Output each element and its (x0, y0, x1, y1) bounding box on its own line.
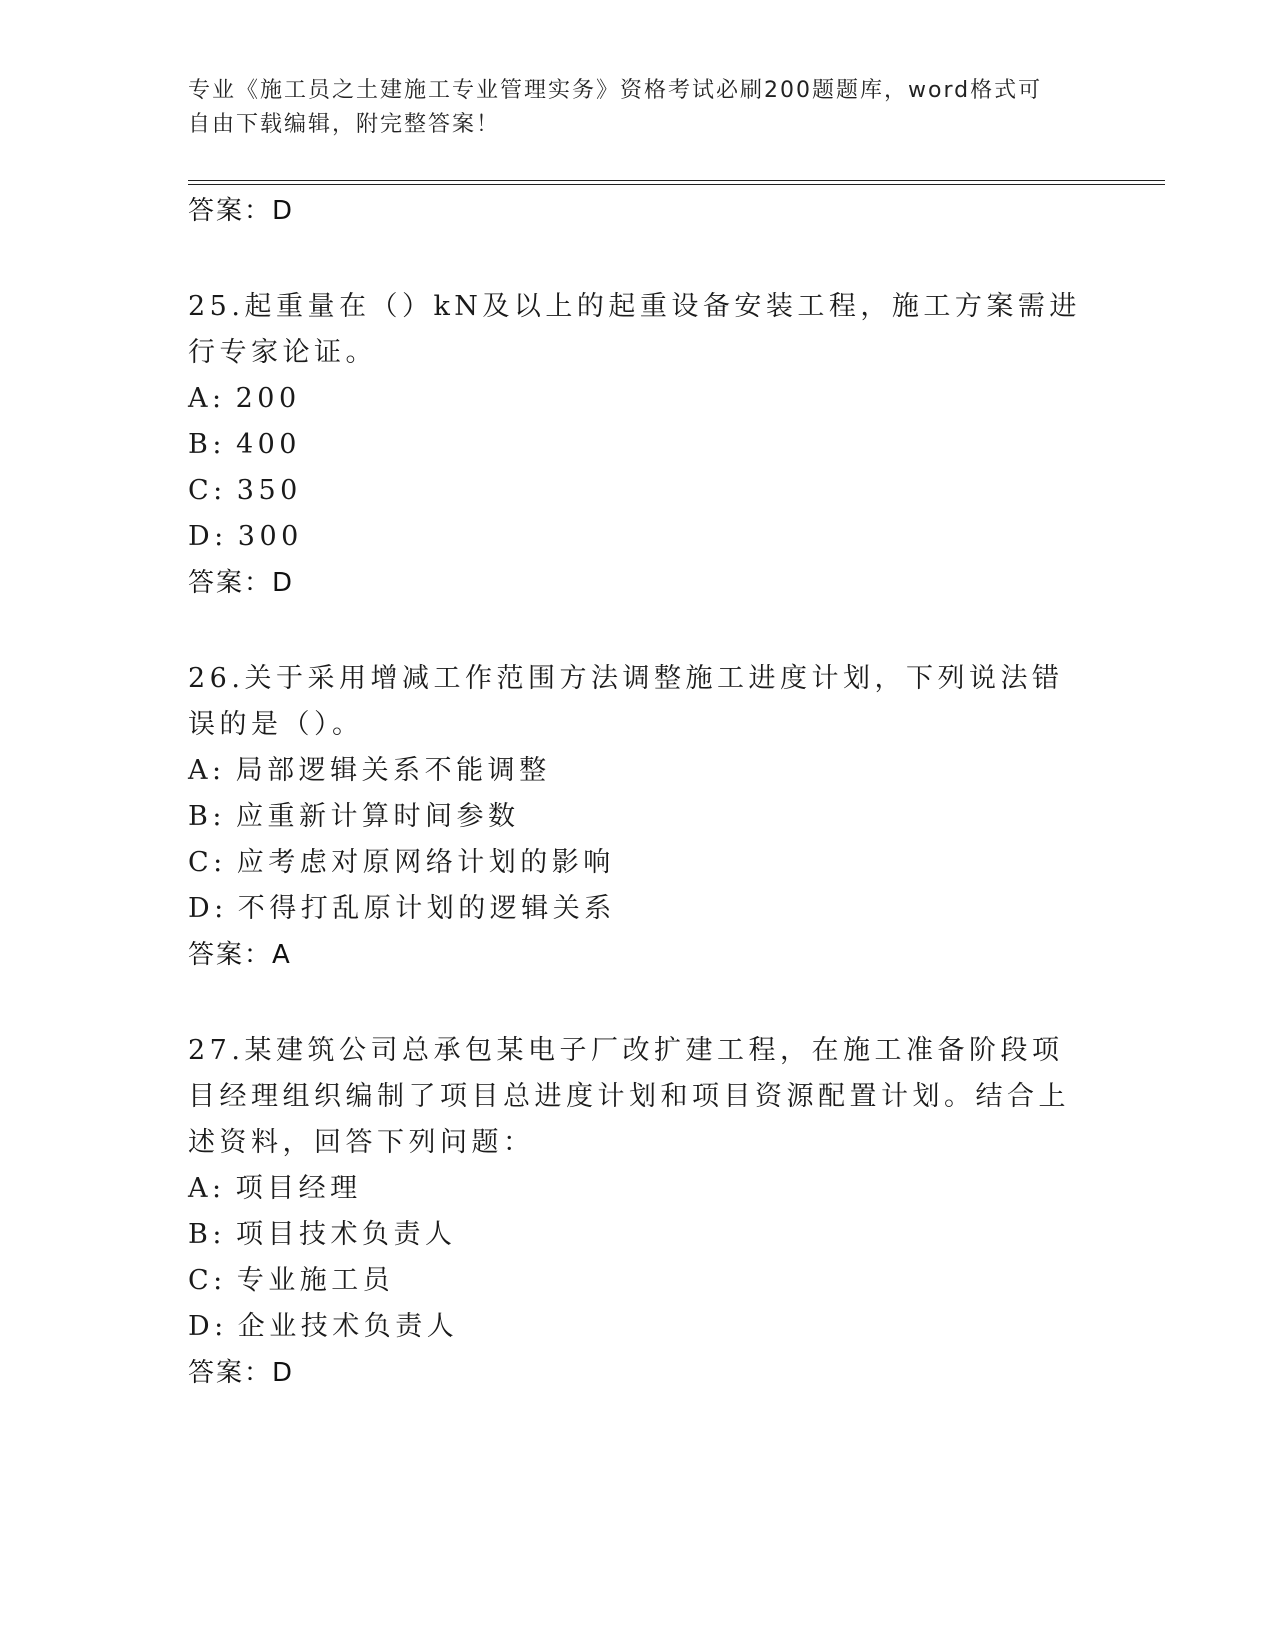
option-c: C: 专业施工员 (188, 1265, 395, 1296)
option-d: D: 300 (188, 521, 303, 552)
question-26 (188, 656, 1088, 972)
option-a: A: 局部逻辑关系不能调整 (188, 755, 551, 786)
option-d: D: 不得打乱原计划的逻辑关系 (188, 893, 616, 924)
question-25 (188, 284, 1088, 600)
question-list (188, 194, 1088, 1446)
question-stem: 27.某建筑公司总承包某电子厂改扩建工程，在施工准备阶段项目经理组织编制了项目总进度计划和项目资源配置计划。结合上述资料，回答下列问题： (188, 1035, 1070, 1158)
option-c: C: 350 (188, 475, 302, 506)
answer-label: 答案：D (188, 568, 295, 598)
page-header-note (188, 74, 1088, 142)
header-line-1: 专业《施工员之土建施工专业管理实务》资格考试必刷200题题库，word格式可 (188, 78, 1043, 103)
option-b: B: 400 (188, 429, 301, 460)
answer-label: 答案：D (188, 1358, 295, 1388)
answer-previous-question: 答案：D (188, 196, 295, 226)
question-stem: 25.起重量在（）kN及以上的起重设备安装工程，施工方案需进行专家论证。 (188, 291, 1081, 368)
question-27 (188, 1028, 1088, 1390)
option-d: D: 企业技术负责人 (188, 1311, 459, 1342)
option-b: B: 项目技术负责人 (188, 1219, 457, 1250)
option-c: C: 应考虑对原网络计划的影响 (188, 847, 615, 878)
option-a: A: 200 (188, 383, 301, 414)
question-stem: 26.关于采用增减工作范围方法调整施工进度计划，下列说法错误的是（）。 (188, 663, 1064, 740)
header-divider-bottom (188, 184, 1165, 185)
answer-label: 答案：A (188, 940, 292, 970)
option-b: B: 应重新计算时间参数 (188, 801, 520, 832)
header-line-2: 自由下载编辑，附完整答案！ (188, 112, 501, 137)
header-divider-top (188, 180, 1165, 181)
option-a: A: 项目经理 (188, 1173, 362, 1204)
